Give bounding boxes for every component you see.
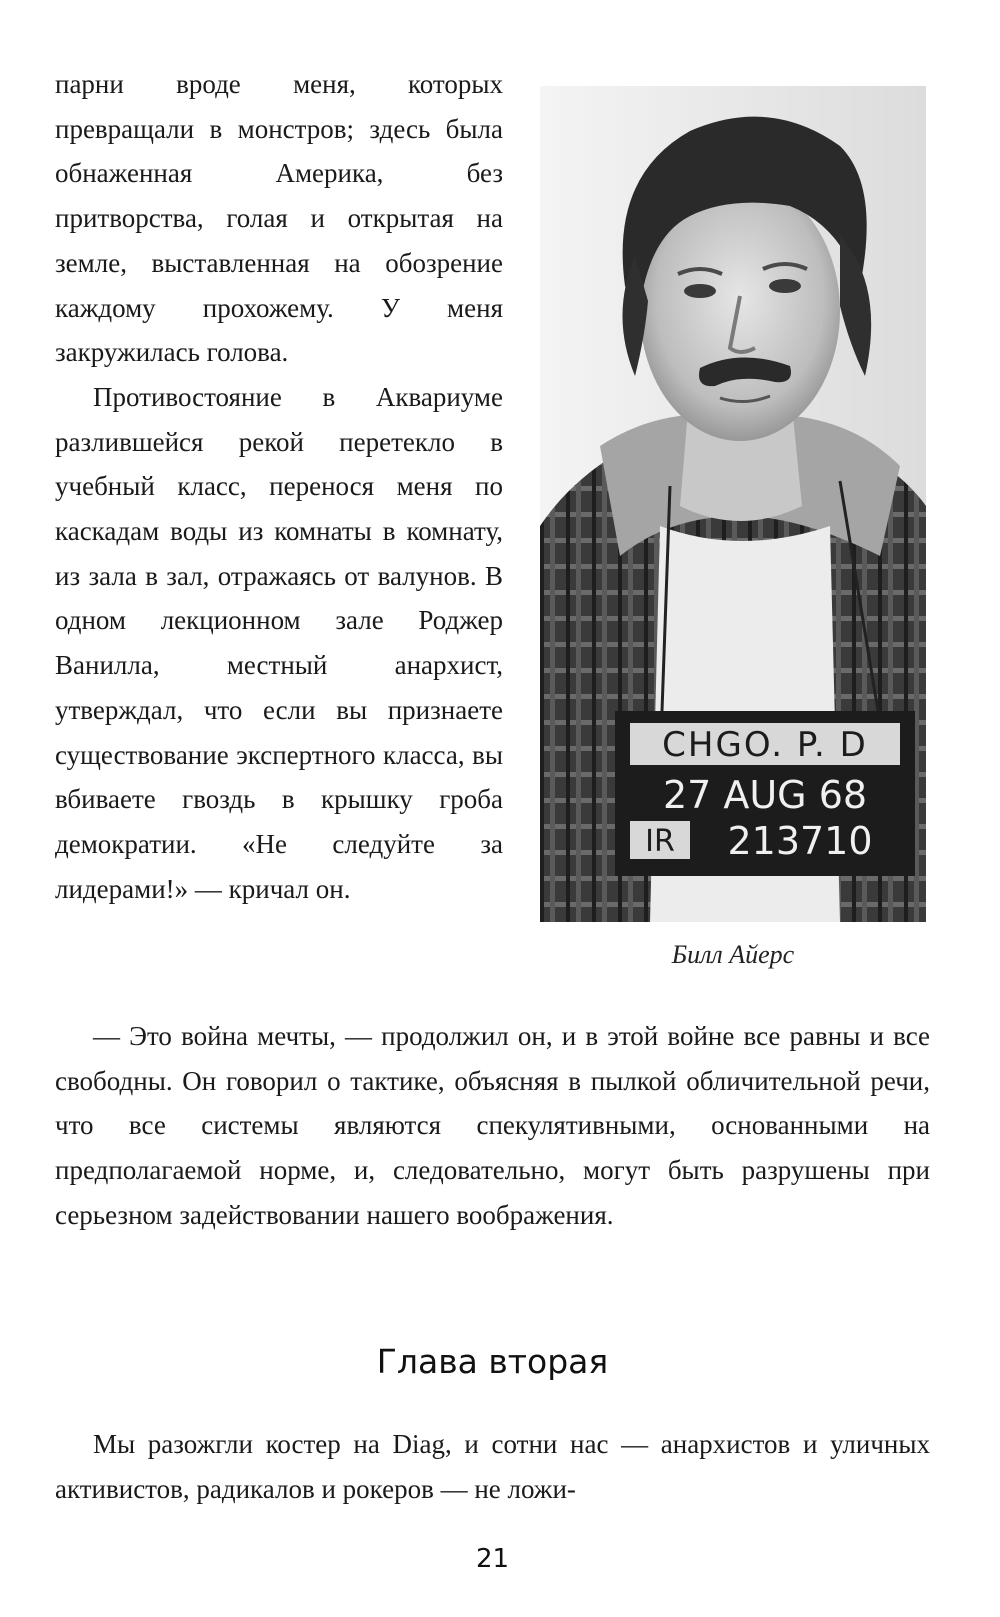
mugshot-photo — [540, 86, 926, 922]
placard-line-2: 27 AUG 68 — [662, 773, 868, 817]
full-width-text — [55, 1014, 930, 1238]
placard-line-1: CHGO. P. D — [662, 725, 868, 765]
chapter-title: Глава вторая — [376, 1342, 609, 1381]
chapter-opening-text — [55, 1422, 930, 1511]
paragraph-3: — Это война мечты, — продолжил он, и в этой войне все равны и все свободны. Он говорил о тактике, объясняя в пылкой обличительной речи, что все системы являются спекулятивными, основанными на предполагаемой норме, и, следовательно, могут быть разрушены при серьезном задействовании нашего воображения. — [55, 1021, 930, 1230]
placard-line-3-prefix: IR — [645, 824, 675, 859]
photo-caption: Билл Айерс — [671, 940, 795, 969]
paragraph-4: Мы разожгли костер на Diag, и сотни нас — анархистов и уличных активистов, радикалов и рокеров — не ложи- — [55, 1429, 930, 1504]
column-text — [55, 62, 503, 911]
right-eye — [769, 279, 801, 293]
paragraph-2: Противостояние в Аквариуме разлившейся рекой перетекло в учебный класс, перенося меня по каскадам воды из комнаты в комнату, из зала в зал, отражаясь от валунов. В одном лекционном зале Роджер Ванилла, местный анархист, утверждал, что если вы признаете существование экспертного класса, вы вбиваете гвоздь в крышку гроба демократии. «Не следуйте за лидерами!» — кричал он. — [55, 381, 503, 904]
paragraph-1: парни вроде меня, которых превращали в монстров; здесь была обнаженная Америка, без притворства, голая и открытая на земле, выставленная на обозрение каждому прохожему. У меня закружилась голова. — [55, 69, 503, 368]
left-eye — [684, 284, 716, 298]
placard-line-3-number: 213710 — [727, 819, 873, 863]
photo-figure — [540, 86, 926, 970]
page-number: 21 — [475, 1544, 510, 1574]
